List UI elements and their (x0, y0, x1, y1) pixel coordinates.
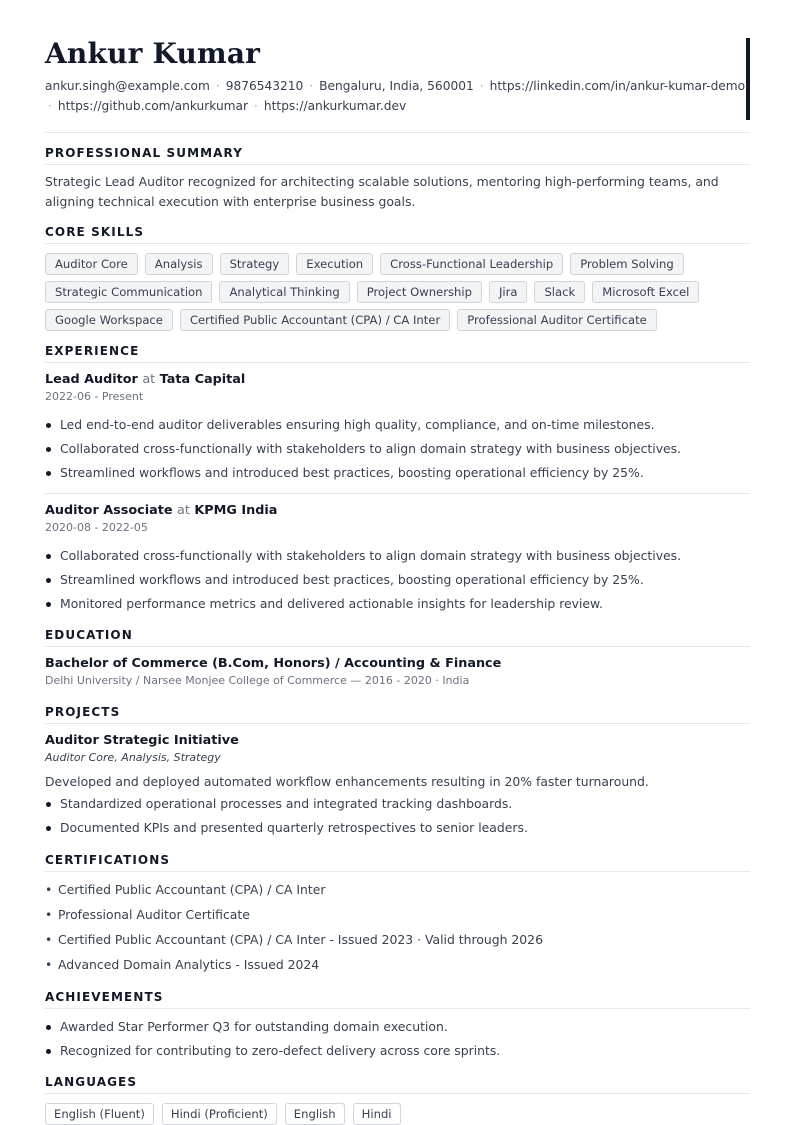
certifications-block (45, 877, 750, 977)
summary-text: Strategic Lead Auditor recognized for architecting scalable solutions, mentoring high-performing teams, and aligning technical execution with enterprise business goals. (45, 174, 719, 209)
skills-row (45, 309, 750, 331)
achievements-block (45, 1007, 750, 1063)
contact-separator: · (48, 99, 52, 113)
skill-chip: Strategic Communication (45, 281, 212, 303)
project-bullet: Documented KPIs and presented quarterly retrospectives to senior leaders. (45, 816, 750, 840)
header-accent-bar (746, 38, 750, 120)
contact-linkedin-link[interactable]: https://linkedin.com/in/ankur-kumar-demo (489, 79, 746, 93)
job-title-line (45, 502, 750, 520)
education-meta: Delhi University / Narsee Monjee College of Commerce — 2016 - 2020 · India (45, 674, 470, 687)
achievements-heading: ACHIEVEMENTS (45, 990, 750, 1009)
job-company: Tata Capital (159, 372, 246, 387)
certifications-heading: CERTIFICATIONS (45, 853, 750, 872)
job-bullet: Led end-to-end auditor deliverables ensuring high quality, compliance, and on-time milestones. (45, 413, 750, 437)
projects-heading: PROJECTS (45, 705, 750, 724)
job-bullet: Streamlined workflows and introduced best practices, boosting operational efficiency by 25%. (45, 568, 750, 592)
contact-separator: · (479, 79, 484, 93)
education-degree: Bachelor of Commerce (B.Com, Honors) / Accounting & Finance (45, 656, 502, 671)
job-role: Lead Auditor (45, 372, 138, 387)
contact-line (45, 76, 746, 116)
candidate-name: Ankur Kumar (45, 37, 261, 70)
skills-row (45, 253, 750, 275)
job-company: KPMG India (194, 503, 278, 518)
job-at-word: at (142, 372, 156, 387)
experience-divider (45, 493, 750, 494)
job-bullet: Streamlined workflows and introduced best practices, boosting operational efficiency by 25%. (45, 461, 750, 485)
achievement-item: Awarded Star Performer Q3 for outstanding domain execution. (45, 1015, 750, 1039)
language-chip: English (Fluent) (45, 1103, 154, 1125)
languages-heading: LANGUAGES (45, 1075, 750, 1094)
skill-chip: Execution (296, 253, 373, 275)
contact-separator: · (215, 79, 220, 93)
skills-heading: CORE SKILLS (45, 225, 750, 244)
summary-heading: PROFESSIONAL SUMMARY (45, 146, 750, 165)
skill-chip: Slack (534, 281, 585, 303)
resume-header (45, 0, 750, 133)
achievement-list (45, 1015, 750, 1063)
project-tags: Auditor Core, Analysis, Strategy (45, 751, 221, 764)
skill-chip: Cross-Functional Leadership (380, 253, 563, 275)
skill-chip: Jira (489, 281, 528, 303)
language-chip: Hindi (Proficient) (162, 1103, 277, 1125)
certification-item: • Certified Public Accountant (CPA) / CA Inter (45, 877, 750, 902)
education-entry (45, 655, 750, 689)
skill-chip: Google Workspace (45, 309, 173, 331)
skill-chip: Analysis (145, 253, 213, 275)
skill-chip: Microsoft Excel (592, 281, 699, 303)
education-heading: EDUCATION (45, 628, 750, 647)
certification-item: • Advanced Domain Analytics - Issued 2024 (45, 952, 750, 977)
job-role: Auditor Associate (45, 503, 173, 518)
skill-chip: Certified Public Accountant (CPA) / CA Inter (180, 309, 450, 331)
skill-chip: Auditor Core (45, 253, 138, 275)
language-chip: Hindi (353, 1103, 401, 1125)
job-dates: 2022-06 - Present (45, 390, 144, 403)
resume-page (45, 0, 750, 1121)
project-entry (45, 732, 750, 840)
job-at-word: at (177, 503, 190, 518)
experience-heading: EXPERIENCE (45, 344, 750, 363)
experience-entry (45, 371, 750, 485)
language-chip: English (285, 1103, 345, 1125)
skills-row (45, 281, 750, 303)
certification-item: • Professional Auditor Certificate (45, 902, 750, 927)
project-description: Developed and deployed automated workflow enhancements resulting in 20% faster turnaround. (45, 774, 649, 789)
contact-separator: · (254, 99, 258, 113)
skill-chip: Problem Solving (570, 253, 684, 275)
contact-separator: · (309, 79, 314, 93)
job-dates: 2020-08 - 2022-05 (45, 521, 148, 534)
project-name: Auditor Strategic Initiative (45, 733, 239, 748)
job-title-line (45, 371, 750, 389)
contact-phone[interactable]: 9876543210 (225, 79, 304, 93)
project-bullet-list (45, 792, 750, 840)
job-bullet: Collaborated cross-functionally with stakeholders to align domain strategy with business objectives. (45, 437, 750, 461)
certification-item: • Certified Public Accountant (CPA) / CA Inter - Issued 2023 · Valid through 2026 (45, 927, 750, 952)
job-bullet: Collaborated cross-functionally with stakeholders to align domain strategy with business objectives. (45, 544, 750, 568)
achievement-item: Recognized for contributing to zero-defect delivery across core sprints. (45, 1039, 750, 1063)
skill-chip: Strategy (220, 253, 290, 275)
job-bullet-list (45, 413, 750, 485)
job-bullet: Monitored performance metrics and delivered actionable insights for leadership review. (45, 592, 750, 616)
skill-chip: Project Ownership (357, 281, 482, 303)
contact-email[interactable]: ankur.singh@example.com (45, 79, 210, 93)
skills-chip-list (45, 253, 750, 337)
language-chip-list (45, 1103, 401, 1125)
contact-website-link[interactable]: https://ankurkumar.dev (263, 99, 407, 113)
project-bullet: Standardized operational processes and integrated tracking dashboards. (45, 792, 750, 816)
certification-list (45, 877, 750, 977)
experience-entry (45, 502, 750, 616)
contact-github-link[interactable]: https://github.com/ankurkumar (57, 99, 249, 113)
contact-location: Bengaluru, India, 560001 (319, 79, 474, 93)
job-bullet-list (45, 544, 750, 616)
skill-chip: Analytical Thinking (219, 281, 349, 303)
skill-chip: Professional Auditor Certificate (457, 309, 657, 331)
